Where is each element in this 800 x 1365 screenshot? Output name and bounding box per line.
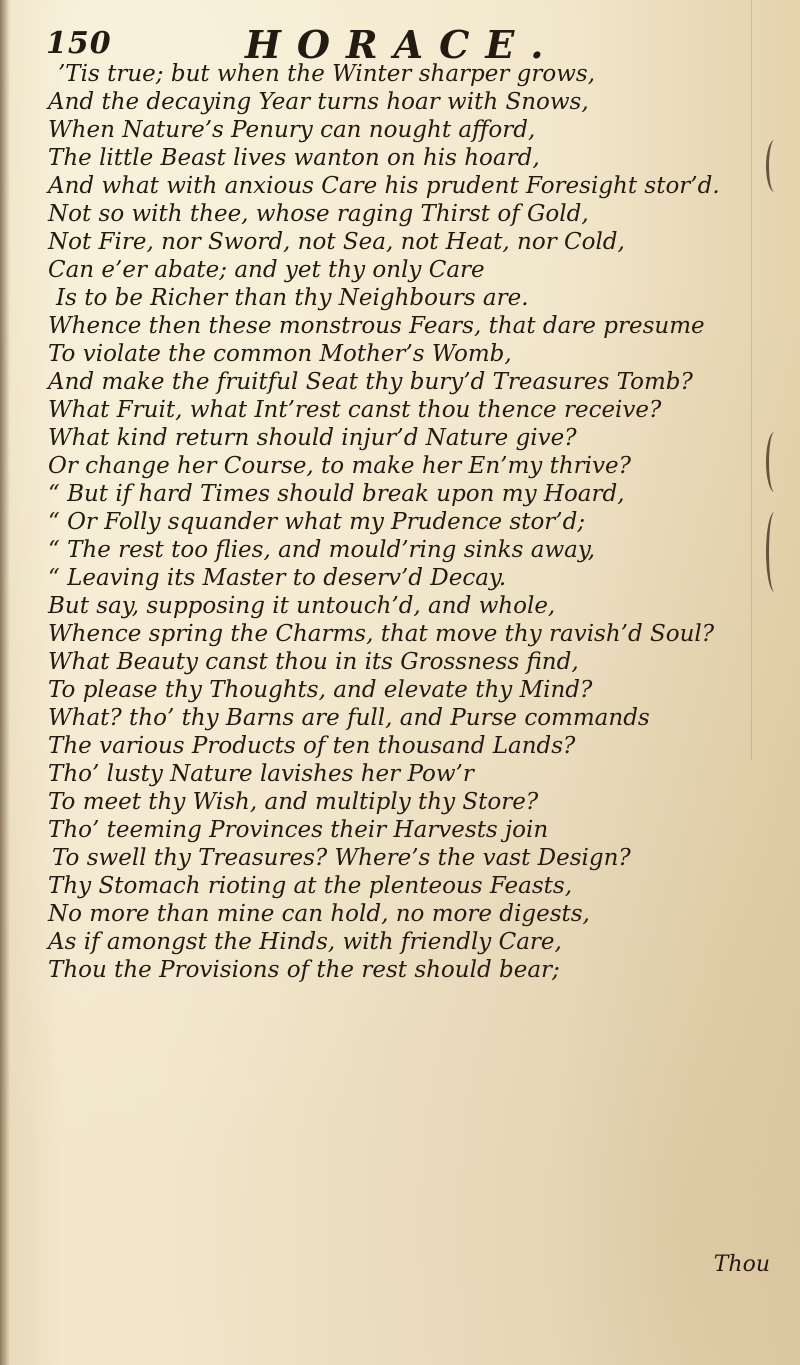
poem-line: The little Beast lives wanton on his hoard, [48, 145, 540, 171]
poem-line: Tho’ teeming Provinces their Harvests join [48, 817, 549, 843]
poem-line: “ Leaving its Master to deserv’d Decay. [48, 565, 507, 591]
poem-line: When Nature’s Penury can nought afford, [48, 117, 536, 143]
poem-line: Or change her Course, to make her En’my thrive? [48, 453, 631, 479]
facing-page-edge [751, 0, 792, 760]
poem-line: Tho’ lusty Nature lavishes her Pow’r [48, 761, 474, 787]
bleed-through-mark [766, 432, 783, 492]
poem-line: Not so with thee, whose raging Thirst of Gold, [48, 201, 589, 227]
poem-line: To violate the common Mother’s Womb, [48, 341, 512, 367]
running-head: HORACE. [245, 22, 560, 67]
bleed-through-mark [766, 512, 783, 592]
catchword: Thou [713, 1252, 770, 1277]
poem-line: Whence then these monstrous Fears, that dare presume [48, 313, 705, 339]
poem-line: “ The rest too flies, and mould’ring sinks away, [48, 537, 596, 563]
poem-line: ’Tis true; but when the Winter sharper grows, [58, 61, 596, 87]
poem-line: No more than mine can hold, no more digests, [48, 901, 590, 927]
poem-line: To swell thy Treasures? Where’s the vast Design? [52, 845, 631, 871]
poem-line: Thy Stomach rioting at the plenteous Feasts, [48, 873, 573, 899]
page-number: 150 [46, 26, 112, 61]
poem-line: To meet thy Wish, and multiply thy Store? [48, 789, 539, 815]
poem-line: The various Products of ten thousand Lands? [48, 733, 576, 759]
poem-line: What Beauty canst thou in its Grossness find, [48, 649, 579, 675]
poem-line: What kind return should injur’d Nature give? [48, 425, 577, 451]
poem-line: Not Fire, nor Sword, not Sea, not Heat, nor Cold, [48, 229, 625, 255]
poem-line: Whence spring the Charms, that move thy ravish’d Soul? [48, 621, 715, 647]
poem-line: “ But if hard Times should break upon my Hoard, [48, 481, 625, 507]
poem-line: As if amongst the Hinds, with friendly Care, [48, 929, 562, 955]
poem-line: Is to be Richer than thy Neighbours are. [56, 285, 529, 311]
bleed-through-mark [766, 140, 783, 192]
poem-line: What? tho’ thy Barns are full, and Purse commands [48, 705, 650, 731]
poem-line: And what with anxious Care his prudent Foresight stor’d. [48, 173, 720, 199]
poem-line: Can e’er abate; and yet thy only Care [48, 257, 485, 283]
poem-line: To please thy Thoughts, and elevate thy Mind? [48, 677, 593, 703]
poem-line: But say, supposing it untouch’d, and whole, [48, 593, 556, 619]
poem-line: What Fruit, what Int’rest canst thou thence receive? [48, 397, 662, 423]
poem-line: And make the fruitful Seat thy bury’d Treasures Tomb? [48, 369, 693, 395]
poem-line: And the decaying Year turns hoar with Snows, [48, 89, 589, 115]
poem-line: “ Or Folly squander what my Prudence stor’d; [48, 509, 586, 535]
poem-text [28, 60, 748, 984]
poem-line: Thou the Provisions of the rest should bear; [48, 957, 560, 983]
page-header [30, 6, 770, 67]
